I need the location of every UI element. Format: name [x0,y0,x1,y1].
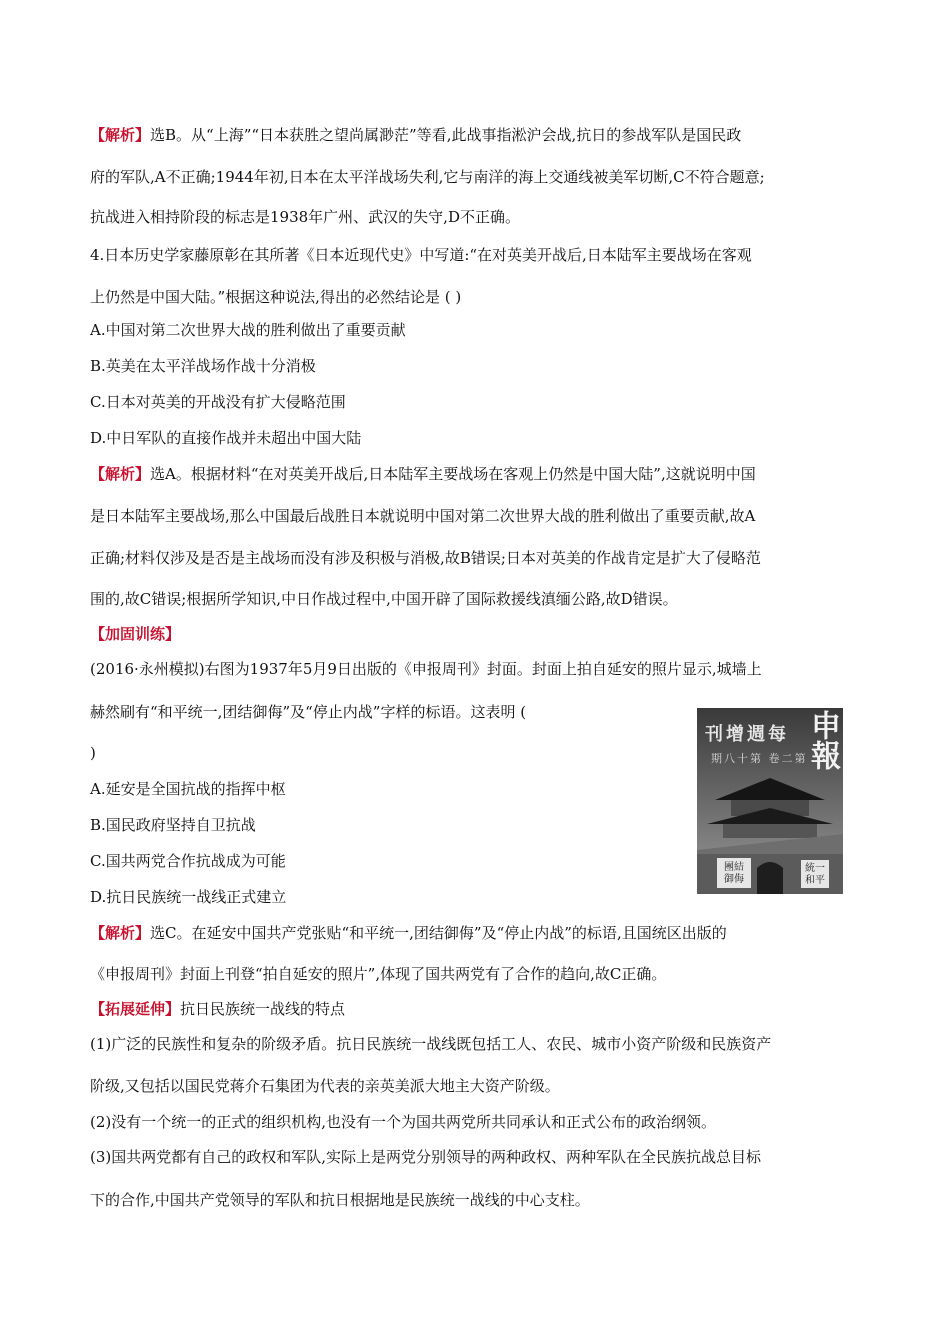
extra-question-line-1: (2016·永州模拟)右图为1937年5月9日出版的《申报周刊》封面。封面上拍自延安的照片显示,城墙上 [90,660,762,678]
expansion-point-1-line-2: 阶级,又包括以国民党蒋介石集团为代表的亲英美派大地主大资产阶级。 [90,1077,560,1095]
cover-masthead-horizontal: 刊增週每 [705,724,789,745]
extra-question-option-b: B.国民政府坚持自卫抗战 [90,816,256,834]
expansion-point-3-line-2: 下的合作,中国共产党领导的军队和抗日根据地是民族统一战线的中心支柱。 [90,1191,590,1209]
analysis-tag: 【解析】 [90,924,151,942]
cover-slogan-right: 統一 和平 [805,863,825,886]
cover-masthead-vertical: 申報 [805,710,840,770]
analysis-paragraph-2-line-2: 是日本陆军主要战场,那么中国最后战胜日本就说明中国对第二次世界大战的胜利做出了重要贡献,故A [90,507,756,525]
extra-training-heading [90,624,180,644]
expansion-point-1-line-1: (1)广泛的民族性和复杂的阶级矛盾。抗日民族统一战线既包括工人、农民、城市小资产阶级和民族资产 [90,1035,772,1053]
analysis-paragraph-1-line-3: 抗战进入相持阶段的标志是1938年广州、武汉的失守,D不正确。 [90,208,520,226]
analysis-tag: 【解析】 [90,465,151,483]
analysis-paragraph-1-line-1 [90,125,741,145]
analysis-text: 选A。根据材料“在对英美开战后,日本陆军主要战场在客观上仍然是中国大陆”,这就说明中国 [150,465,756,483]
extra-question-line-3: ) [90,744,96,762]
analysis-paragraph-2-line-3: 正确;材料仅涉及是否是主战场而没有涉及积极与消极,故B错误;日本对英美的作战肯定是扩大了侵略范 [90,549,761,567]
cover-slogan-left: 團結 御侮 [724,862,744,885]
analysis-paragraph-3-line-1 [90,923,727,943]
question-4-line-1: 4.日本历史学家藤原彰在其所著《日本近现代史》中写道:“在对英美开战后,日本陆军主要战场在客观 [90,246,752,264]
question-4-option-c: C.日本对英美的开战没有扩大侵略范围 [90,393,346,411]
extra-question-option-d: D.抗日民族统一战线正式建立 [90,888,287,906]
analysis-paragraph-2-line-4: 围的,故C错误;根据所学知识,中日作战过程中,中国开辟了国际救援线滇缅公路,故D错误。 [90,590,678,608]
expansion-point-2: (2)没有一个统一的正式的组织机构,也没有一个为国共两党所共同承认和正式公布的政治纲领。 [90,1113,717,1131]
question-4-option-b: B.英美在太平洋战场作战十分消极 [90,357,316,375]
expansion-tag: 【拓展延伸】 [90,1000,181,1018]
analysis-text: 选C。在延安中国共产党张贴“和平统一,团结御侮”及“停止内战”的标语,且国统区出版的 [150,924,727,942]
analysis-paragraph-2-line-1 [90,464,756,484]
question-4-line-2: 上仍然是中国大陆。”根据这种说法,得出的必然结论是 ( ) [90,288,462,306]
extra-question-line-2: 赫然刷有“和平统一,团结御侮”及“停止内战”字样的标语。这表明 ( [90,703,527,721]
analysis-paragraph-3-line-2: 《申报周刊》封面上刊登“拍自延安的照片”,体现了国共两党有了合作的趋向,故C正确。 [90,965,667,983]
analysis-text: 选B。从“上海”“日本获胜之望尚属渺茫”等看,此战事指淞沪会战,抗日的参战军队是国民政 [150,126,742,144]
shenbao-weekly-cover-photo [697,708,843,894]
cover-issue-text: 期八十第 卷二第 [711,752,808,765]
question-4-option-a: A.中国对第二次世界大战的胜利做出了重要贡献 [90,321,406,339]
extra-question-option-c: C.国共两党合作抗战成为可能 [90,852,286,870]
extra-training-tag: 【加固训练】 [90,625,181,643]
expansion-title: 抗日民族统一战线的特点 [180,1000,346,1018]
expansion-heading [90,999,345,1019]
extra-question-option-a: A.延安是全国抗战的指挥中枢 [90,780,286,798]
expansion-point-3-line-1: (3)国共两党都有自己的政权和军队,实际上是两党分别领导的两种政权、两种军队在全民族抗战总目标 [90,1148,762,1166]
analysis-tag: 【解析】 [90,126,151,144]
question-4-option-d: D.中日军队的直接作战并未超出中国大陆 [90,429,362,447]
analysis-paragraph-1-line-2: 府的军队,A不正确;1944年初,日本在太平洋战场失利,它与南洋的海上交通线被美军切断,C不符合题意; [90,168,765,186]
